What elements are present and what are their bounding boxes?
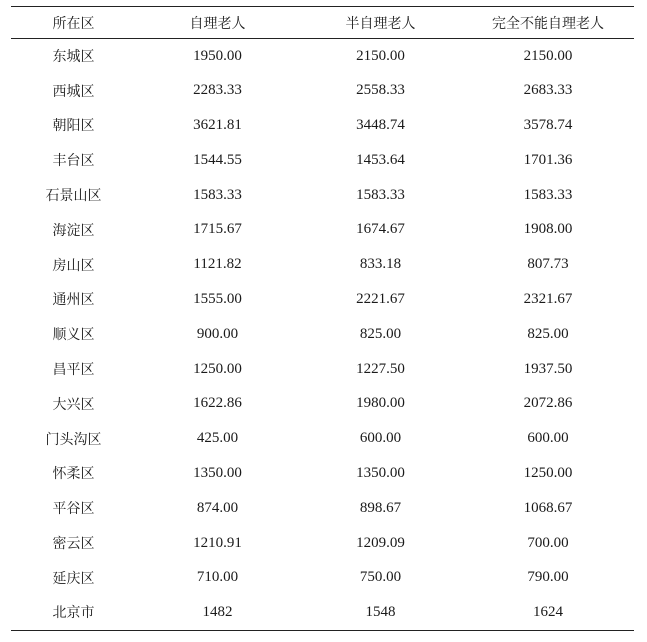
header-district: 所在区 bbox=[11, 7, 136, 39]
cell-self-care: 1250.00 bbox=[193, 360, 242, 377]
table-row bbox=[11, 247, 634, 282]
header-self-care: 自理老人 bbox=[136, 7, 299, 39]
cell-district: 顺义区 bbox=[52, 327, 95, 344]
cell-semi-self-care: 1227.50 bbox=[356, 360, 405, 377]
table-row bbox=[11, 282, 634, 317]
cell-no-self-care: 1068.67 bbox=[523, 499, 573, 516]
table-row bbox=[11, 386, 634, 421]
table-row bbox=[11, 143, 634, 178]
cell-no-self-care: 600.00 bbox=[527, 430, 569, 447]
table-row bbox=[11, 560, 634, 595]
cell-self-care: 2283.33 bbox=[193, 82, 242, 99]
cell-self-care: 425.00 bbox=[196, 430, 239, 447]
cell-district: 西城区 bbox=[52, 83, 95, 100]
table-body bbox=[11, 39, 634, 631]
table-row bbox=[11, 212, 634, 247]
cell-semi-self-care: 2221.67 bbox=[356, 290, 405, 307]
table-row bbox=[11, 39, 634, 74]
cell-self-care: 1210.91 bbox=[193, 534, 242, 551]
cell-no-self-care: 1701.36 bbox=[523, 151, 573, 168]
cell-no-self-care: 1583.33 bbox=[523, 186, 573, 203]
cell-semi-self-care: 750.00 bbox=[359, 569, 402, 586]
cell-self-care: 900.00 bbox=[196, 325, 239, 342]
cell-semi-self-care: 1980.00 bbox=[356, 395, 405, 412]
table-row bbox=[11, 178, 634, 213]
table-row bbox=[11, 595, 634, 630]
table-row bbox=[11, 352, 634, 387]
cell-district: 海淀区 bbox=[52, 222, 95, 239]
cell-semi-self-care: 1350.00 bbox=[356, 464, 405, 481]
table-row bbox=[11, 108, 634, 143]
cell-semi-self-care: 825.00 bbox=[359, 325, 402, 342]
cell-self-care: 1950.00 bbox=[193, 47, 242, 64]
cell-no-self-care: 700.00 bbox=[527, 534, 569, 551]
header-no-self-care: 完全不能自理老人 bbox=[462, 7, 634, 39]
table-row bbox=[11, 526, 634, 561]
cell-semi-self-care: 600.00 bbox=[359, 430, 402, 447]
cell-district: 延庆区 bbox=[52, 570, 95, 587]
cell-self-care: 874.00 bbox=[196, 499, 239, 516]
cell-no-self-care: 3578.74 bbox=[523, 116, 573, 133]
price-table bbox=[11, 6, 634, 631]
cell-semi-self-care: 1674.67 bbox=[356, 221, 405, 238]
cell-semi-self-care: 2150.00 bbox=[356, 47, 405, 64]
cell-no-self-care: 1937.50 bbox=[523, 360, 573, 377]
cell-district: 北京市 bbox=[11, 595, 136, 630]
cell-no-self-care: 790.00 bbox=[527, 569, 569, 586]
table-row bbox=[11, 73, 634, 108]
cell-no-self-care: 2150.00 bbox=[523, 47, 573, 64]
cell-semi-self-care: 1583.33 bbox=[356, 186, 405, 203]
table-row bbox=[11, 317, 634, 352]
cell-semi-self-care: 1209.09 bbox=[356, 534, 405, 551]
cell-self-care: 1121.82 bbox=[193, 256, 242, 273]
table-row bbox=[11, 491, 634, 526]
cell-semi-self-care: 2558.33 bbox=[356, 82, 405, 99]
table-header bbox=[11, 7, 634, 39]
cell-semi-self-care: 1453.64 bbox=[356, 151, 405, 168]
cell-district: 丰台区 bbox=[52, 153, 95, 170]
cell-self-care: 1482 bbox=[136, 595, 299, 630]
cell-no-self-care: 2683.33 bbox=[523, 82, 573, 99]
cell-district: 昌平区 bbox=[52, 362, 95, 379]
cell-semi-self-care: 833.18 bbox=[359, 256, 402, 273]
cell-self-care: 1583.33 bbox=[193, 186, 242, 203]
cell-self-care: 1715.67 bbox=[193, 221, 242, 238]
table-row bbox=[11, 456, 634, 491]
cell-self-care: 1622.86 bbox=[193, 395, 242, 412]
cell-no-self-care: 2072.86 bbox=[523, 395, 573, 412]
cell-district: 怀柔区 bbox=[52, 466, 95, 483]
cell-self-care: 1555.00 bbox=[193, 290, 242, 307]
cell-no-self-care: 1250.00 bbox=[523, 464, 573, 481]
cell-semi-self-care: 898.67 bbox=[359, 499, 402, 516]
cell-district: 平谷区 bbox=[52, 501, 95, 518]
cell-no-self-care: 825.00 bbox=[527, 325, 569, 342]
cell-district: 密云区 bbox=[52, 536, 95, 553]
cell-district: 东城区 bbox=[52, 49, 95, 66]
cell-district: 石景山区 bbox=[45, 188, 102, 205]
cell-no-self-care: 807.73 bbox=[527, 256, 569, 273]
cell-no-self-care: 2321.67 bbox=[523, 290, 573, 307]
cell-self-care: 1350.00 bbox=[193, 464, 242, 481]
cell-district: 门头沟区 bbox=[45, 431, 102, 448]
cell-self-care: 3621.81 bbox=[193, 116, 242, 133]
cell-no-self-care: 1908.00 bbox=[523, 221, 573, 238]
header-row bbox=[11, 7, 634, 39]
header-semi-self-care: 半自理老人 bbox=[299, 7, 462, 39]
cell-no-self-care: 1624 bbox=[462, 595, 634, 630]
cell-district: 朝阳区 bbox=[52, 118, 95, 135]
cell-self-care: 1544.55 bbox=[193, 151, 242, 168]
cell-district: 通州区 bbox=[52, 292, 95, 309]
cell-semi-self-care: 1548 bbox=[299, 595, 462, 630]
table-row bbox=[11, 421, 634, 456]
cell-self-care: 710.00 bbox=[196, 569, 239, 586]
cell-semi-self-care: 3448.74 bbox=[356, 116, 405, 133]
cell-district: 房山区 bbox=[52, 257, 95, 274]
cell-district: 大兴区 bbox=[52, 396, 95, 413]
